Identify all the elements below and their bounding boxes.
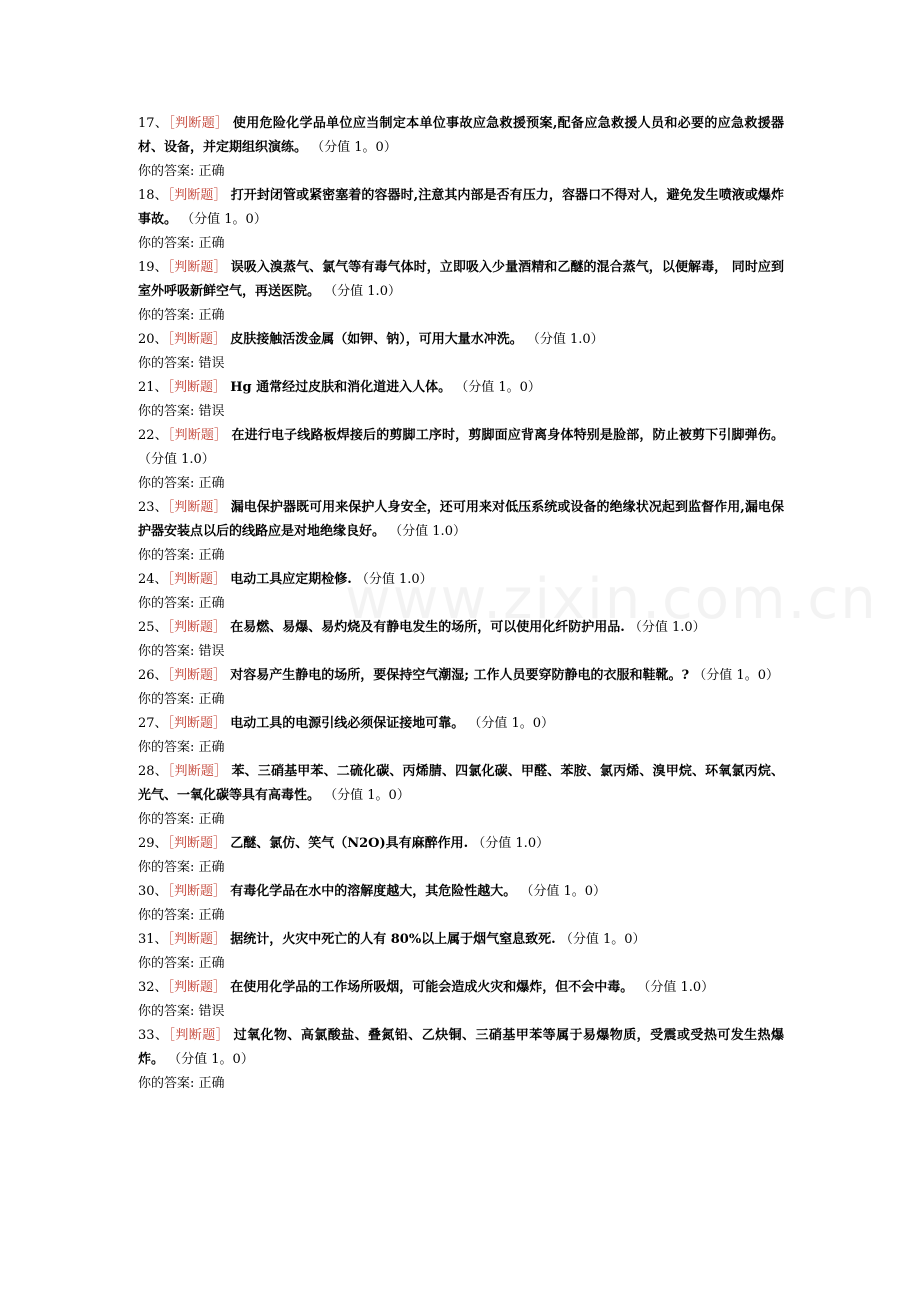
question-type-label: ［判断题］ (167, 188, 227, 203)
answer-value: 正确 (198, 164, 225, 179)
question-number: 28、 (138, 764, 168, 779)
question-score: （分值 1。0） (468, 716, 555, 731)
question-line (138, 328, 784, 352)
question-type-label: ［判断题］ (167, 620, 227, 635)
answer-line (138, 472, 784, 496)
answer-label: 你的答案: (138, 644, 195, 659)
question-number: 30、 (138, 884, 168, 899)
question-item (138, 880, 784, 928)
question-type-label: ［判断题］ (167, 668, 227, 683)
question-score: （分值 1。0） (311, 140, 397, 155)
question-item (138, 664, 784, 712)
question-line (138, 880, 784, 904)
question-score: （分值 1。0） (324, 788, 410, 803)
answer-label: 你的答案: (138, 1076, 195, 1091)
question-number: 23、 (138, 500, 168, 515)
answer-value: 正确 (198, 860, 225, 875)
answer-label: 你的答案: (138, 596, 195, 611)
question-number: 17、 (138, 116, 169, 131)
question-score: （分值 1.0） (472, 836, 550, 851)
question-score: （分值 1。0） (455, 380, 541, 395)
question-score: （分值 1。0） (168, 1052, 254, 1067)
question-type-label: ［判断题］ (167, 764, 228, 779)
question-text: 打开封闭管或紧密塞着的容器时,注意其内部是否有压力，容器口不得对人，避免发生喷液或爆炸事故。 (138, 188, 784, 227)
answer-line (138, 232, 784, 256)
answer-line (138, 736, 784, 760)
question-number: 26、 (138, 668, 168, 683)
question-line (138, 568, 784, 592)
question-type-label: ［判断题］ (167, 836, 227, 851)
question-number: 25、 (138, 620, 168, 635)
question-item (138, 712, 784, 760)
question-item (138, 496, 784, 568)
question-number: 32、 (138, 980, 168, 995)
question-text: 误吸入溴蒸气、氯气等有毒气体时，立即吸入少量酒精和乙醚的混合蒸气，以便解毒， 同时应到室外呼吸新鲜空气，再送医院。 (138, 260, 784, 299)
question-score: （分值 1。0） (520, 884, 607, 899)
question-score: （分值 1。0） (559, 932, 646, 947)
question-line (138, 664, 784, 688)
answer-value: 正确 (198, 908, 225, 923)
question-line (138, 1024, 784, 1072)
question-item (138, 976, 784, 1024)
question-type-label: ［判断题］ (167, 428, 228, 443)
question-type-label: ［判断题］ (167, 332, 227, 347)
answer-label: 你的答案: (138, 476, 195, 491)
question-number: 29、 (138, 836, 168, 851)
question-type-label: ［判断题］ (167, 572, 227, 587)
question-number: 27、 (138, 716, 168, 731)
question-type-label: ［判断题］ (167, 500, 227, 515)
question-item (138, 928, 784, 976)
answer-value: 正确 (198, 740, 225, 755)
answer-label: 你的答案: (138, 692, 195, 707)
answer-value: 正确 (198, 548, 225, 563)
answer-value: 正确 (198, 692, 225, 707)
question-text: 据统计，火灾中死亡的人有 80%以上属于烟气窒息致死. (230, 932, 556, 947)
question-item (138, 376, 784, 424)
question-text: 在进行电子线路板焊接后的剪脚工序时，剪脚面应背离身体特别是脸部，防止被剪下引脚弹伤。 (231, 428, 784, 443)
question-type-label: ［判断题］ (167, 380, 227, 395)
answer-label: 你的答案: (138, 860, 195, 875)
answer-line (138, 1000, 784, 1024)
question-line (138, 616, 784, 640)
question-number: 20、 (138, 332, 168, 347)
question-type-label: ［判断题］ (167, 932, 227, 947)
question-line (138, 184, 784, 232)
question-score: （分值 1.0） (637, 980, 715, 995)
question-line (138, 424, 784, 472)
question-number: 24、 (138, 572, 168, 587)
question-item (138, 568, 784, 616)
answer-line (138, 688, 784, 712)
question-type-label: ［判断题］ (168, 116, 229, 131)
question-text: 在使用化学品的工作场所吸烟，可能会造成火灾和爆炸，但不会中毒。 (230, 980, 634, 995)
answer-line (138, 1072, 784, 1096)
question-text: 在易燃、易爆、易灼烧及有静电发生的场所，可以使用化纤防护用品. (230, 620, 625, 635)
question-list (138, 112, 784, 1096)
answer-label: 你的答案: (138, 236, 195, 251)
answer-line (138, 160, 784, 184)
answer-value: 错误 (198, 1004, 225, 1019)
question-text: 对容易产生静电的场所，要保持空气潮湿; 工作人员要穿防静电的衣服和鞋靴。? (230, 668, 690, 683)
question-text: 有毒化学品在水中的溶解度越大，其危险性越大。 (230, 884, 517, 899)
question-text: 使用危险化学品单位应当制定本单位事故应急救援预案,配备应急救援人员和必要的应急救援器材、设备，并定期组织演练。 (138, 116, 784, 155)
answer-line (138, 640, 784, 664)
answer-label: 你的答案: (138, 1004, 195, 1019)
question-score: （分值 1.0） (355, 572, 433, 587)
answer-line (138, 304, 784, 328)
question-item (138, 424, 784, 496)
question-score: （分值 1.0） (138, 452, 215, 467)
answer-line (138, 544, 784, 568)
answer-value: 正确 (198, 308, 225, 323)
question-item (138, 184, 784, 256)
question-line (138, 376, 784, 400)
answer-label: 你的答案: (138, 548, 195, 563)
answer-value: 正确 (198, 1076, 225, 1091)
answer-label: 你的答案: (138, 356, 195, 371)
answer-line (138, 808, 784, 832)
answer-value: 正确 (198, 956, 225, 971)
question-text: 过氧化物、高氯酸盐、叠氮铅、乙炔铜、三硝基甲苯等属于易爆物质，受震或受热可发生热爆炸。 (138, 1028, 784, 1067)
answer-line (138, 352, 784, 376)
question-line (138, 256, 784, 304)
question-item (138, 832, 784, 880)
question-score: （分值 1.0） (526, 332, 604, 347)
answer-label: 你的答案: (138, 308, 195, 323)
answer-line (138, 904, 784, 928)
answer-label: 你的答案: (138, 164, 195, 179)
question-number: 21、 (138, 380, 168, 395)
answer-line (138, 856, 784, 880)
answer-line (138, 592, 784, 616)
question-text: 电动工具应定期检修. (230, 572, 352, 587)
question-line (138, 112, 784, 160)
question-number: 31、 (138, 932, 168, 947)
question-type-label: ［判断题］ (168, 1028, 230, 1043)
question-line (138, 832, 784, 856)
question-score: （分值 1.0） (389, 524, 466, 539)
answer-label: 你的答案: (138, 812, 195, 827)
question-line (138, 712, 784, 736)
question-score: （分值 1.0） (628, 620, 706, 635)
answer-value: 正确 (198, 476, 225, 491)
question-line (138, 928, 784, 952)
question-text: 乙醚、氯仿、笑气（N2O)具有麻醉作用. (230, 836, 469, 851)
answer-line (138, 952, 784, 976)
question-type-label: ［判断题］ (167, 260, 227, 275)
answer-value: 正确 (198, 236, 225, 251)
question-type-label: ［判断题］ (167, 884, 227, 899)
answer-label: 你的答案: (138, 956, 195, 971)
question-number: 19、 (138, 260, 168, 275)
answer-label: 你的答案: (138, 404, 195, 419)
question-number: 33、 (138, 1028, 169, 1043)
question-item (138, 616, 784, 664)
question-text: 苯、三硝基甲苯、二硫化碳、丙烯腈、四氯化碳、甲醛、苯胺、氯丙烯、溴甲烷、环氧氯丙烷、光气、一氧化碳等具有高毒性。 (138, 764, 784, 803)
question-type-label: ［判断题］ (167, 980, 227, 995)
question-item (138, 112, 784, 184)
question-number: 18、 (138, 188, 168, 203)
question-text: 漏电保护器既可用来保护人身安全，还可用来对低压系统或设备的绝缘状况起到监督作用,漏电保护器安装点以后的线路应是对地绝缘良好。 (138, 500, 784, 539)
question-text: 电动工具的电源引线必须保证接地可靠。 (230, 716, 465, 731)
question-line (138, 760, 784, 808)
answer-line (138, 400, 784, 424)
answer-value: 错误 (198, 356, 225, 371)
answer-value: 错误 (198, 404, 225, 419)
answer-value: 正确 (198, 812, 225, 827)
question-item (138, 760, 784, 832)
question-score: （分值 1。0） (181, 212, 267, 227)
question-score: （分值 1.0） (324, 284, 401, 299)
answer-value: 正确 (198, 596, 225, 611)
answer-label: 你的答案: (138, 908, 195, 923)
question-number: 22、 (138, 428, 168, 443)
question-line (138, 976, 784, 1000)
question-item (138, 1024, 784, 1096)
question-text: 皮肤接触活泼金属（如钾、钠），可用大量水冲洗。 (230, 332, 523, 347)
answer-label: 你的答案: (138, 740, 195, 755)
question-text: Hg 通常经过皮肤和消化道进入人体。 (230, 380, 452, 395)
question-line (138, 496, 784, 544)
question-item (138, 256, 784, 328)
question-item (138, 328, 784, 376)
question-score: （分值 1。0） (693, 668, 779, 683)
question-type-label: ［判断题］ (167, 716, 227, 731)
answer-value: 错误 (198, 644, 225, 659)
